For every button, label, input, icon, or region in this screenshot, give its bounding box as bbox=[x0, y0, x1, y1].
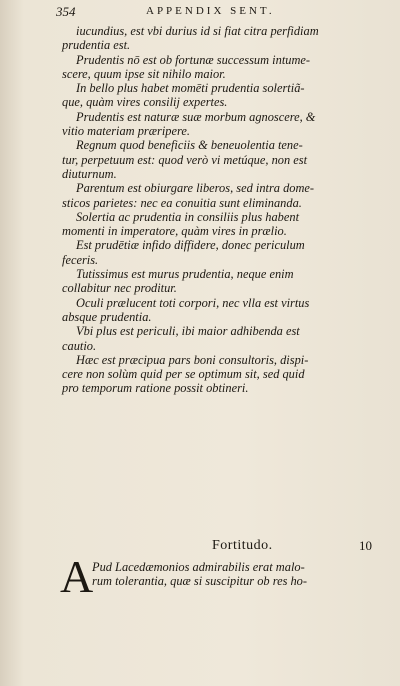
paragraph bbox=[62, 81, 378, 110]
text-line: Prudentis est naturæ suæ morbum agnoscere, & bbox=[76, 109, 316, 124]
paragraph bbox=[62, 267, 378, 296]
text-line: Pud Lacedæmonios admirabilis erat malo- bbox=[92, 560, 305, 574]
text-line: cautio. bbox=[62, 338, 97, 353]
text-line: In bello plus habet momēti prudentia solertiã- bbox=[76, 81, 305, 96]
paragraph bbox=[62, 210, 378, 239]
text-line: Tutissimus est murus prudentia, neque enim bbox=[76, 267, 294, 282]
text-line: Solertia ac prudentia in consiliis plus habent bbox=[76, 209, 300, 224]
text-line: Est prudētiæ infido diffidere, donec periculum bbox=[76, 238, 305, 253]
text-line: que, quàm vires consilij expertes. bbox=[62, 95, 228, 110]
section-number: 10 bbox=[359, 538, 372, 553]
text-line: Prudentis nō est ob fortunæ successum intume- bbox=[76, 52, 311, 67]
page-number: 354 bbox=[56, 4, 76, 19]
last-paragraph bbox=[92, 560, 378, 589]
paragraph bbox=[62, 138, 378, 181]
body-text bbox=[62, 24, 378, 396]
text-line: vitio materiam præripere. bbox=[62, 124, 190, 139]
text-line: feceris. bbox=[62, 252, 99, 267]
text-line: sticos parietes: nec ea conuitia sunt eliminanda. bbox=[62, 195, 302, 210]
text-line: prudentia est. bbox=[62, 38, 131, 53]
text-line: Vbi plus est periculi, ibi maior adhibenda est bbox=[76, 324, 300, 339]
text-line: scere, quum ipse sit nihilo maior. bbox=[62, 66, 226, 81]
paragraph bbox=[62, 296, 378, 325]
text-line: Parentum est obiurgare liberos, sed intra dome- bbox=[76, 181, 315, 196]
section-title: Fortitudo. bbox=[212, 538, 273, 553]
text-line: momenti in imperatore, quàm vires in prælio. bbox=[62, 224, 287, 239]
paragraph bbox=[62, 181, 378, 210]
paragraph bbox=[62, 110, 378, 139]
text-line: iucundius, est vbi durius id si fiat citra perfidiam bbox=[76, 24, 319, 38]
text-line: absque prudentia. bbox=[62, 309, 152, 324]
text-line: rum tolerantia, quæ si suscipitur ob res ho- bbox=[92, 574, 308, 589]
drop-cap: A bbox=[60, 551, 94, 602]
page-header bbox=[56, 4, 376, 20]
text-line: cere non solùm quid per se optimum sit, sed quid bbox=[62, 367, 305, 382]
running-title: APPENDIX SENT. bbox=[146, 5, 275, 17]
section-heading bbox=[62, 538, 378, 558]
paragraph bbox=[62, 238, 378, 267]
paragraph bbox=[62, 53, 378, 82]
paragraph bbox=[62, 353, 378, 396]
text-line: Oculi prælucent toti corpori, nec vlla est virtus bbox=[76, 295, 310, 310]
paragraph bbox=[62, 324, 378, 353]
text-line: pro temporum ratione possit obtineri. bbox=[62, 381, 249, 396]
text-line: diuturnum. bbox=[62, 166, 117, 181]
paragraph bbox=[62, 24, 378, 53]
text-line: Hæc est præcipua pars boni consultoris, dispi- bbox=[76, 352, 309, 367]
text-line: tur, perpetuum est: quod verò vi metúque, non est bbox=[62, 152, 308, 167]
text-line: collabitur nec proditur. bbox=[62, 281, 177, 296]
text-line: Regnum quod beneficiis & beneuolentia tene- bbox=[76, 138, 303, 153]
